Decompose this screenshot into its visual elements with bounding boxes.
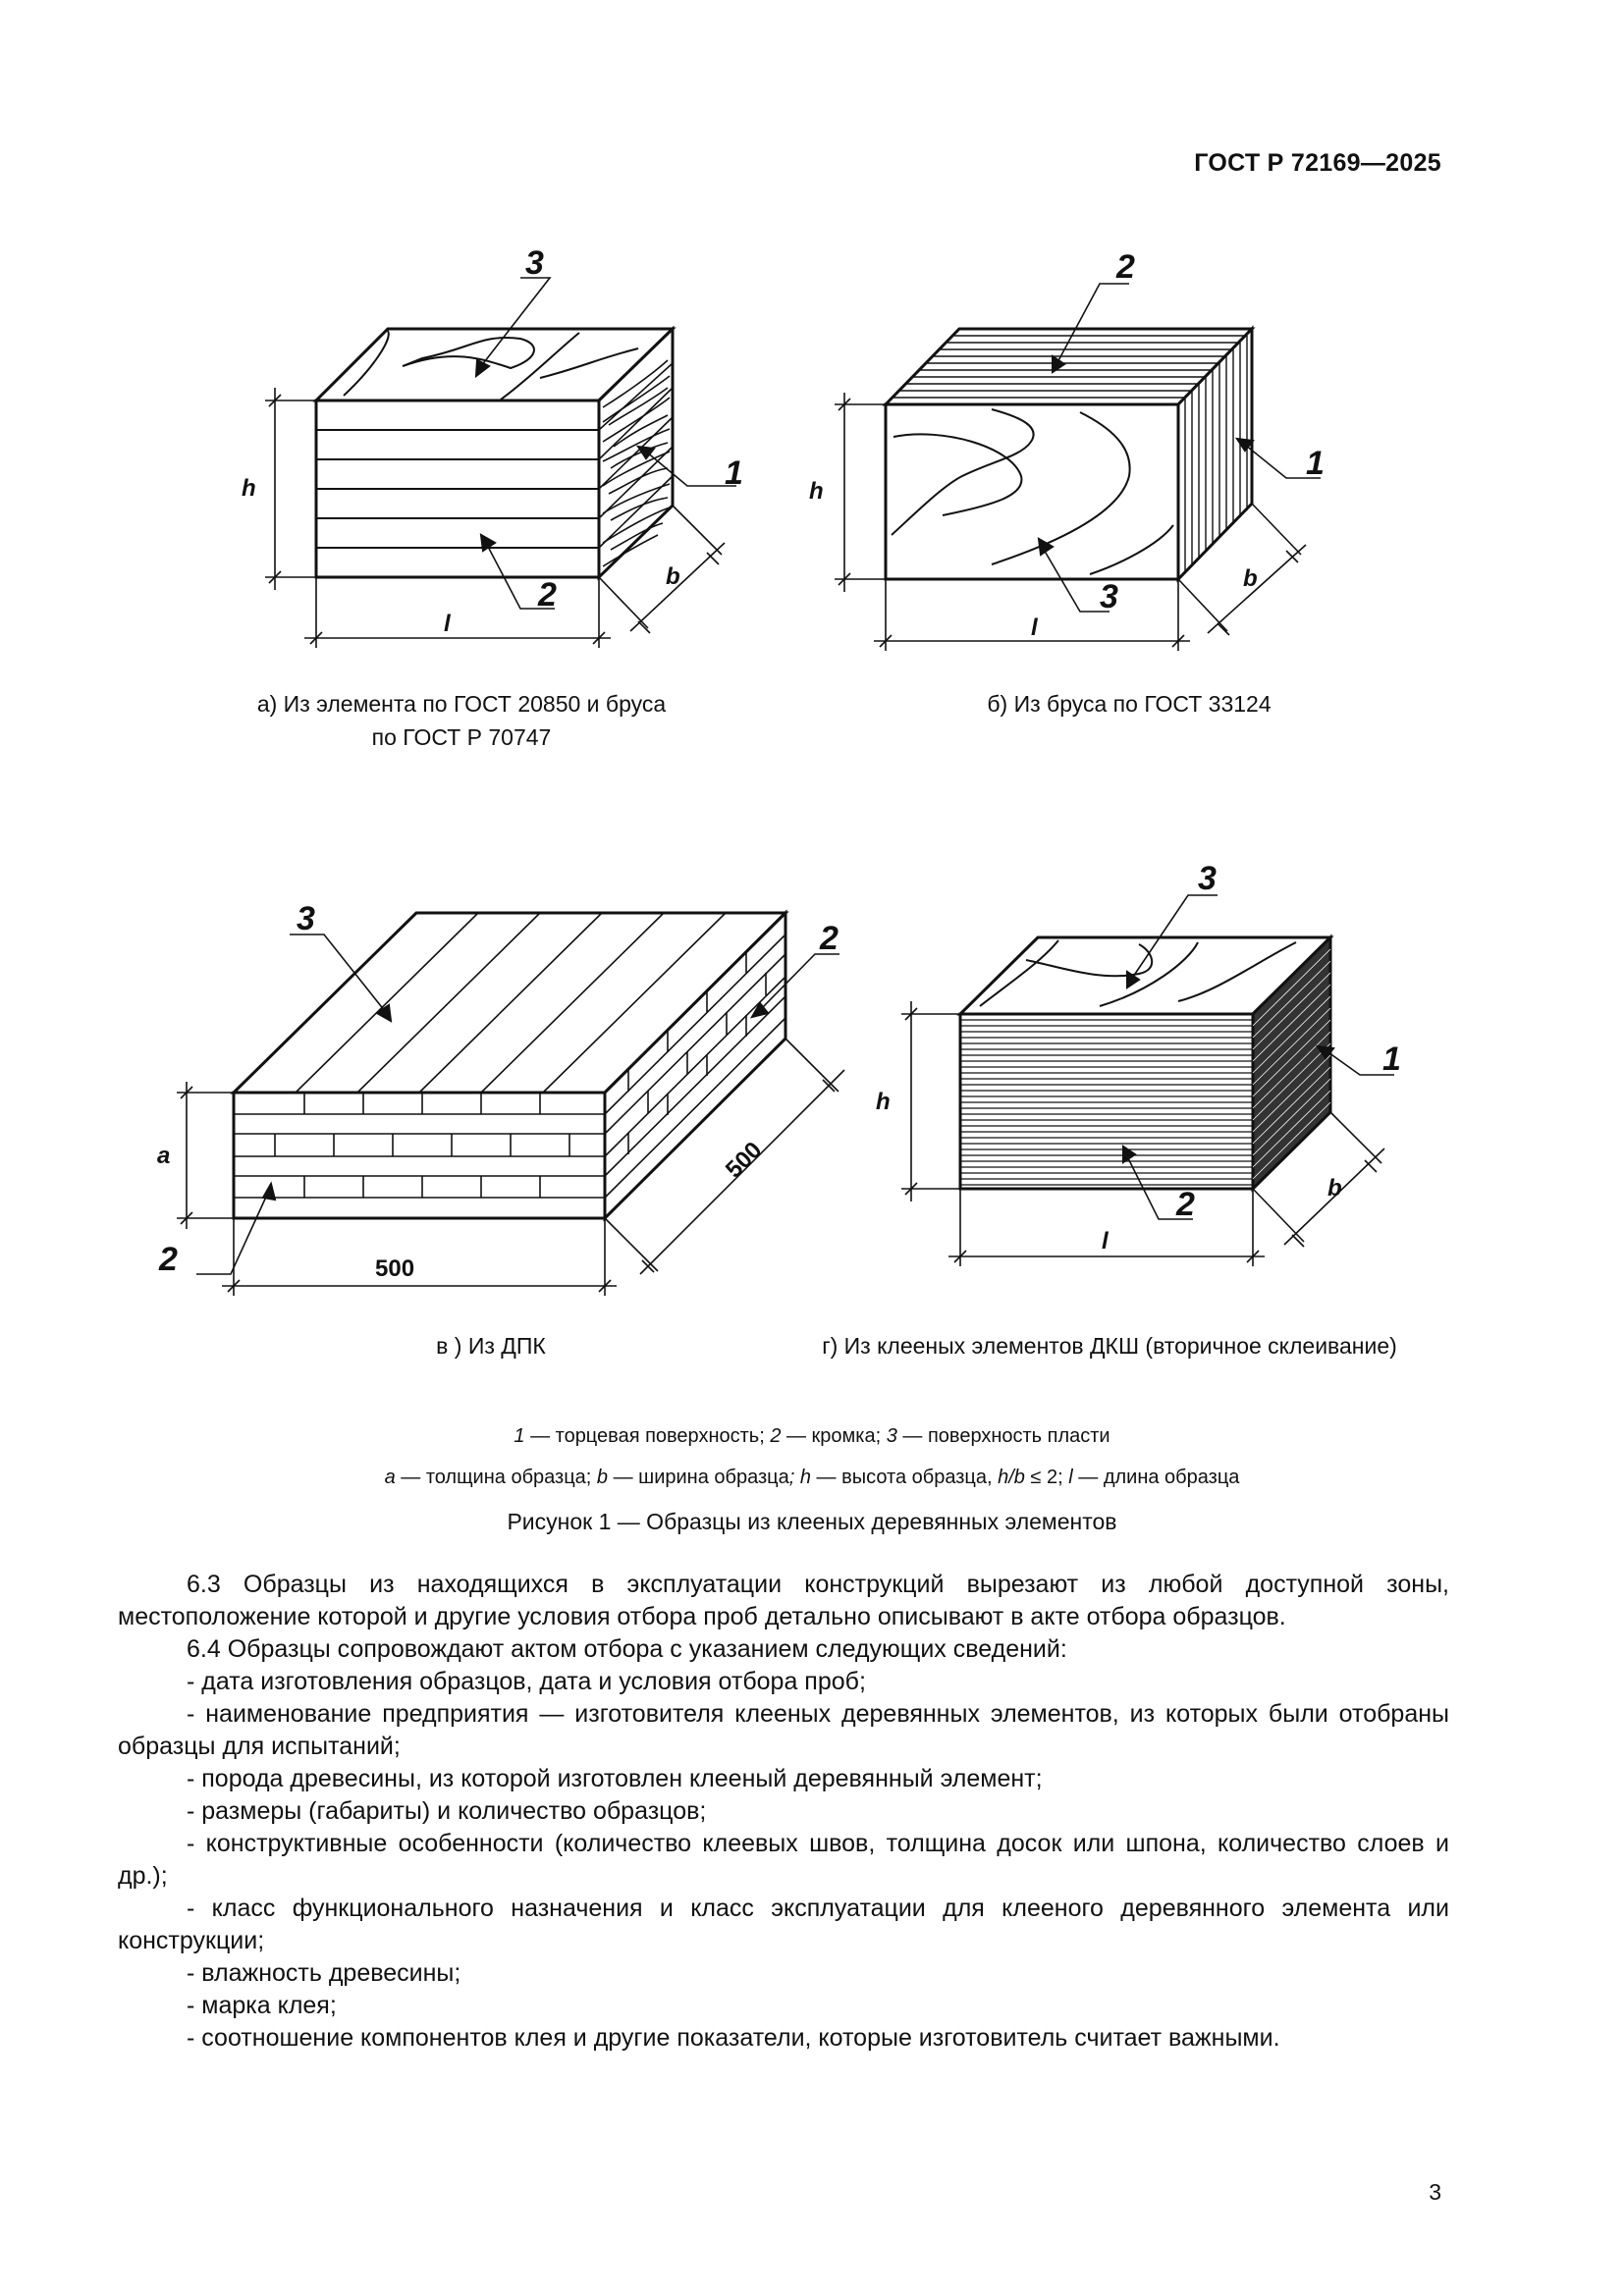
list-item: - порода древесины, из которой изготовлен клееный деревянный элемент; bbox=[187, 1765, 1043, 1792]
figure-title: Рисунок 1 — Образцы из клееных деревянных элементов bbox=[507, 1509, 1117, 1534]
figure-d bbox=[864, 854, 1414, 1286]
list-item: - влажность древесины; bbox=[187, 1959, 461, 1987]
callout-1: 1 bbox=[725, 454, 743, 492]
page-number: 3 bbox=[1429, 2179, 1441, 2205]
list-item: - класс функционального назначения и класс эксплуатации для клееного деревянного элемента или конструкции; bbox=[118, 1895, 1449, 1954]
dim-b: b bbox=[1243, 565, 1258, 592]
callout-2: 2 bbox=[1176, 1186, 1195, 1223]
callout-2-top: 2 bbox=[820, 920, 839, 957]
dim-l: l bbox=[444, 611, 451, 637]
list-item: - наименование предприятия — изготовителя клееных деревянных элементов, из которых были отобраны образцы для испытаний; bbox=[118, 1700, 1449, 1760]
dim-l: l bbox=[1031, 614, 1038, 641]
figure-b bbox=[795, 250, 1345, 663]
caption-b: б) Из бруса по ГОСТ 33124 bbox=[987, 691, 1272, 717]
callout-2: 2 bbox=[1116, 248, 1135, 286]
callout-3: 3 bbox=[297, 900, 315, 937]
dim-b: b bbox=[666, 563, 680, 590]
dim-l: l bbox=[1102, 1228, 1109, 1255]
list-item: - конструктивные особенности (количество клеевых швов, толщина досок или шпона, количество слоев и др.); bbox=[118, 1830, 1449, 1890]
callout-3: 3 bbox=[1198, 860, 1217, 897]
callout-1: 1 bbox=[1382, 1041, 1401, 1078]
dim-a: a bbox=[157, 1143, 171, 1169]
body-text bbox=[118, 1569, 1449, 2055]
list-item: - соотношение компонентов клея и другие показатели, которые изготовитель считает важными. bbox=[187, 2024, 1280, 2052]
figure-legend-line-2: a — толщина образца; b — ширина образца; h — высота образца, h/b ≤ 2; l — длина образца bbox=[384, 1467, 1240, 1488]
document-code: ГОСТ Р 72169—2025 bbox=[1194, 149, 1441, 177]
dim-500-width: 500 bbox=[720, 1137, 768, 1184]
caption-a: а) Из элемента по ГОСТ 20850 и бруса по ГОСТ Р 70747 bbox=[256, 691, 667, 750]
callout-3: 3 bbox=[525, 244, 544, 282]
paragraph: 6.3 Образцы из находящихся в эксплуатации конструкций вырезают из любой доступной зоны, местоположение которой и другие условия отбора проб детально описывают в акте отбора образцов. bbox=[118, 1571, 1449, 1630]
figure-legend-line-1: 1 — торцевая поверхность; 2 — кромка; 3 — поверхность пласти bbox=[514, 1425, 1110, 1447]
caption-c: в ) Из ДПК bbox=[436, 1333, 546, 1359]
list-item: - размеры (габариты) и количество образцов; bbox=[187, 1797, 707, 1825]
callout-1: 1 bbox=[1306, 445, 1325, 482]
caption-d: г) Из клееных элементов ДКШ (вторичное склеивание) bbox=[822, 1333, 1397, 1359]
paragraph: 6.4 Образцы сопровождают актом отбора с указанием следующих сведений: bbox=[187, 1635, 1067, 1663]
dim-500-length: 500 bbox=[375, 1255, 415, 1282]
callout-3: 3 bbox=[1100, 578, 1118, 615]
dim-h: h bbox=[242, 475, 256, 502]
figure-c bbox=[137, 864, 864, 1315]
dim-h: h bbox=[876, 1089, 891, 1115]
callout-2: 2 bbox=[538, 576, 557, 614]
dim-h: h bbox=[809, 478, 824, 505]
list-item: - марка клея; bbox=[187, 1992, 337, 2019]
list-item: - дата изготовления образцов, дата и условия отбора проб; bbox=[187, 1668, 866, 1695]
dim-b: b bbox=[1327, 1175, 1342, 1201]
callout-2-bottom: 2 bbox=[159, 1241, 178, 1278]
figure-a bbox=[226, 244, 776, 663]
